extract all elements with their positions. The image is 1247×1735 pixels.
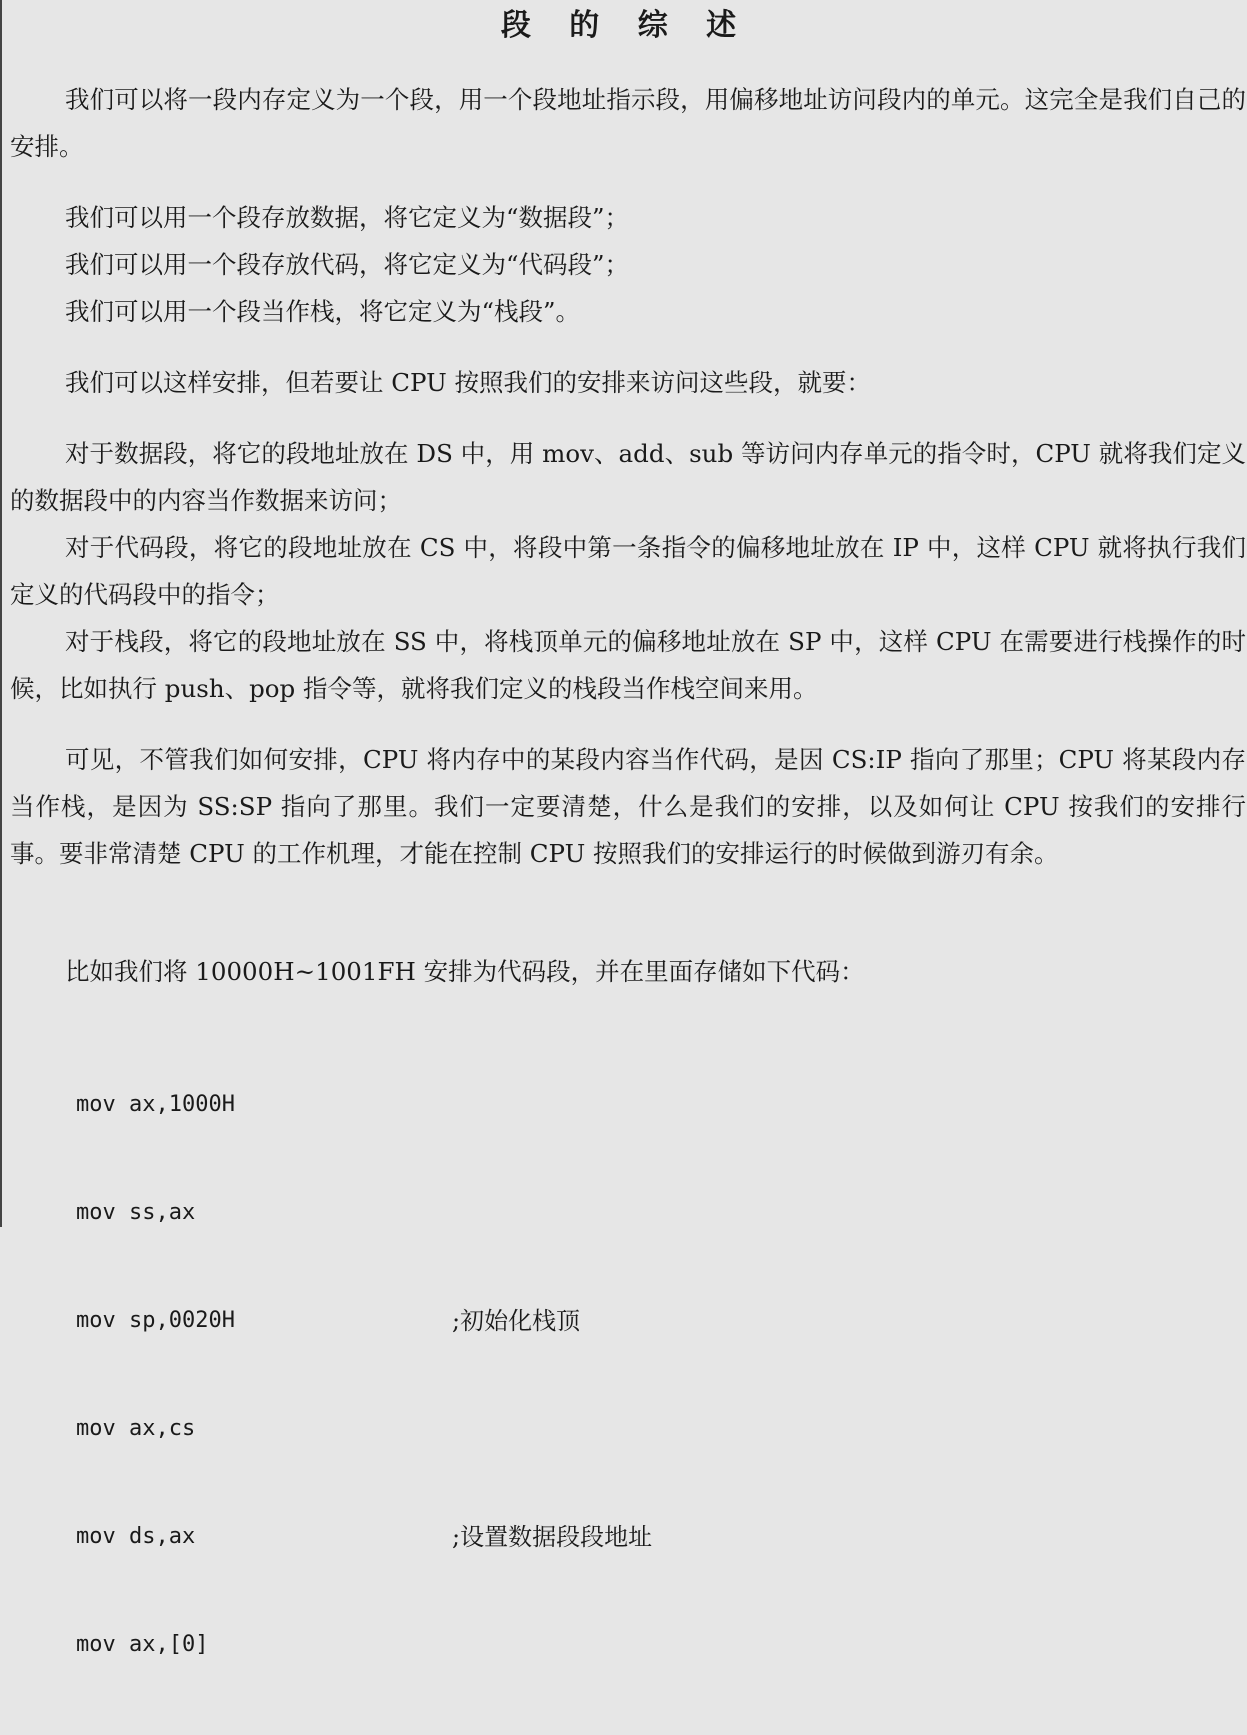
code-comment: ;设置数据段段地址	[452, 1523, 653, 1551]
code-text: mov ax,cs	[76, 1416, 196, 1441]
paragraph-ds-rule: 对于数据段，将它的段地址放在 DS 中，用 mov、add、sub 等访问内存单元的指令时，CPU 就将我们定义的数据段中的内容当作数据来访问；	[10, 439, 1246, 515]
code-comment: ;初始化栈顶	[452, 1307, 581, 1335]
paragraph-code-segment-def: 我们可以用一个段存放代码，将它定义为“代码段”；	[65, 250, 630, 279]
code-line	[76, 1411, 235, 1447]
paragraph-cpu-arrangement: 我们可以这样安排，但若要让 CPU 按照我们的安排来访问这些段，就要：	[65, 368, 872, 397]
section-title: 段 的 综 述	[500, 8, 751, 43]
code-line	[76, 1519, 653, 1555]
code-block	[76, 1015, 653, 1735]
paragraph-example-intro: 比如我们将 10000H~1001FH 安排为代码段，并在里面存储如下代码：	[65, 957, 865, 986]
code-line	[76, 1087, 235, 1123]
paragraph-intro: 我们可以将一段内存定义为一个段，用一个段地址指示段，用偏移地址访问段内的单元。这完全是我们自己的安排。	[10, 85, 1246, 161]
code-line	[76, 1195, 235, 1231]
paragraph-ss-rule: 对于栈段，将它的段地址放在 SS 中，将栈顶单元的偏移地址放在 SP 中，这样 CPU 在需要进行栈操作的时候，比如执行 push、pop 指令等，就将我们定义的栈段当作栈空间来用。	[10, 627, 1246, 703]
code-text: mov ax,1000H	[76, 1092, 235, 1117]
code-text: mov ax,[0]	[76, 1632, 209, 1657]
code-line	[76, 1627, 235, 1663]
code-line	[76, 1303, 581, 1339]
paragraph-conclusion: 可见，不管我们如何安排，CPU 将内存中的某段内容当作代码，是因 CS:IP 指向了那里；CPU 将某段内存当作栈，是因为 SS:SP 指向了那里。我们一定要清楚，什么是我们的安排，以及如何让 CPU 按我们的安排行事。要非常清楚 CPU 的工作机理，才能在控制 CPU 按照我们的安排运行的时候做到游刃有余。	[10, 745, 1246, 868]
code-text: mov sp,0020H	[76, 1308, 235, 1333]
paragraph-stack-segment-def: 我们可以用一个段当作栈，将它定义为“栈段”。	[65, 297, 581, 326]
paragraph-data-segment-def: 我们可以用一个段存放数据，将它定义为“数据段”；	[65, 203, 630, 232]
code-text: mov ss,ax	[76, 1200, 196, 1225]
code-text: mov ds,ax	[76, 1524, 196, 1549]
paragraph-cs-rule: 对于代码段，将它的段地址放在 CS 中，将段中第一条指令的偏移地址放在 IP 中，这样 CPU 就将执行我们定义的代码段中的指令；	[10, 533, 1246, 609]
